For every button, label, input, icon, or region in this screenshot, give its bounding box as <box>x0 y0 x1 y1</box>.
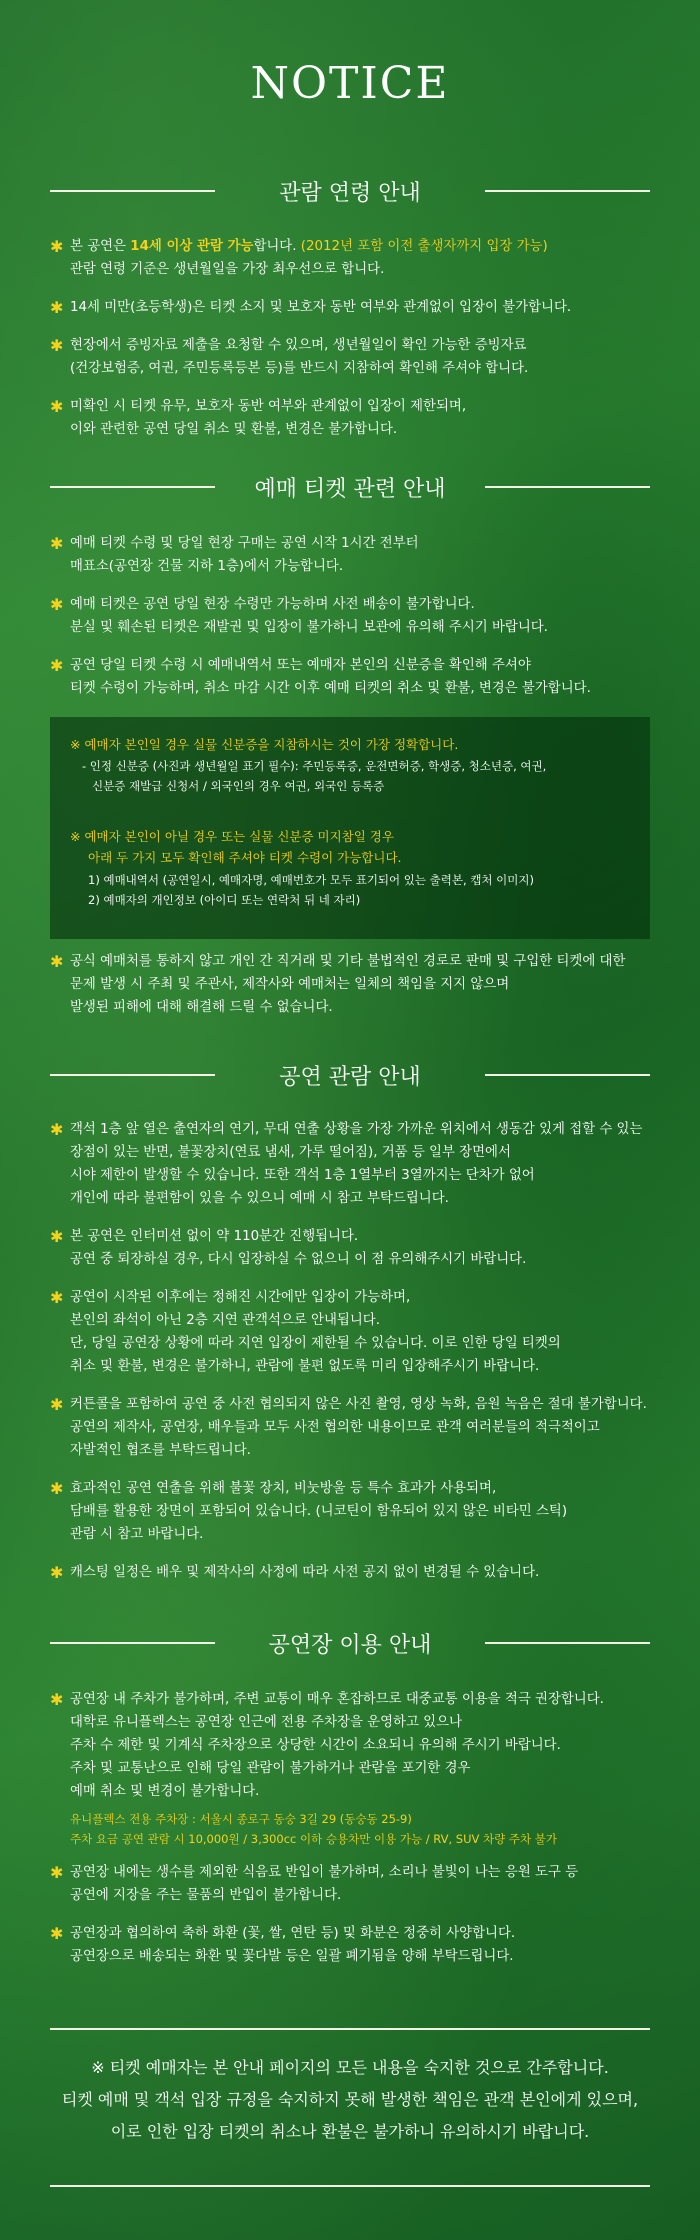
item-text: 매표소(공연장 건물 지하 1층)에서 가능합니다. <box>70 559 344 574</box>
box-text: - 인정 신분증 (사진과 생년월일 표기 필수): 주민등록증, 운전면허증, 학생증, 청소년증, 여권, <box>82 759 547 773</box>
box-heading: ※ 예매자 본인이 아닐 경우 또는 실물 신분증 미지참일 경우 <box>70 829 394 844</box>
section-heading-age <box>50 176 650 206</box>
item-text: 이와 관련한 공연 당일 취소 및 환불, 변경은 불가합니다. <box>70 422 398 437</box>
star-bullet-icon: ✱ <box>50 1395 64 1414</box>
list-item <box>50 235 670 281</box>
parking-fee: 주차 요금 공연 관람 시 10,000원 / 3,300cc 이하 승용차만 이용 가능 / RV, SUV 차량 주차 불가 <box>70 1832 557 1846</box>
item-text: 현장에서 증빙자료 제출을 요청할 수 있으며, 생년월일이 확인 가능한 증빙자료 <box>70 338 527 353</box>
item-text: 분실 및 훼손된 티켓은 재발권 및 입장이 불가하니 보관에 유의해 주시기 바랍니다. <box>70 620 548 635</box>
star-bullet-icon: ✱ <box>50 1227 64 1246</box>
section-title: 공연 관람 안내 <box>279 1065 421 1090</box>
item-text: 주차 및 교통난으로 인해 당일 관람이 불가하거나 관람을 포기한 경우 <box>70 1761 471 1776</box>
item-text: 객석 1층 앞 열은 출연자의 연기, 무대 연출 상황을 가장 가까운 위치에서 생동감 있게 접할 수 있는 <box>70 1122 643 1137</box>
item-text: 개인에 따라 불편함이 있을 수 있으니 예매 시 참고 부탁드립니다. <box>70 1191 449 1206</box>
section-viewing-list <box>50 1118 670 1599</box>
footer-divider-top <box>50 2028 650 2030</box>
section-heading-ticket <box>50 472 650 502</box>
box-text: 2) 예매자의 개인정보 (아이디 또는 연락처 뒤 네 자리) <box>88 893 361 907</box>
list-item <box>50 395 670 441</box>
box-heading: ※ 예매자 본인일 경우 실물 신분증을 지참하시는 것이 가장 정확합니다. <box>70 737 459 752</box>
section-title: 관람 연령 안내 <box>279 181 421 206</box>
item-text: 대학로 유니플렉스는 공연장 인근에 전용 주차장을 운영하고 있으나 <box>70 1715 462 1730</box>
item-text: 시야 제한이 발생할 수 있습니다. 또한 객석 1층 1열부터 3열까지는 단차가 없어 <box>70 1168 535 1183</box>
list-item <box>50 1477 670 1546</box>
footer-notice <box>0 2052 700 2148</box>
item-text: 본인의 좌석이 아닌 2층 지연 관객석으로 안내됩니다. <box>70 1313 380 1328</box>
item-text: 예매 취소 및 변경이 불가합니다. <box>70 1784 260 1799</box>
divider-line <box>485 1642 650 1644</box>
list-item <box>50 1688 670 1803</box>
list-item <box>50 296 670 319</box>
item-text: 공연이 시작된 이후에는 정해진 시간에만 입장이 가능하며, <box>70 1290 411 1305</box>
divider-line <box>485 190 650 192</box>
star-bullet-icon: ✱ <box>50 237 64 256</box>
id-info-box <box>50 717 650 939</box>
list-item <box>50 1225 670 1271</box>
item-text: 관람 연령 기준은 생년월일을 가장 최우선으로 합니다. <box>70 262 385 277</box>
divider-line <box>485 486 650 488</box>
item-text: 단, 당일 공연장 상황에 따라 지연 입장이 제한될 수 있습니다. 이로 인한 당일 티켓의 <box>70 1336 561 1351</box>
item-text: 티켓 수령이 가능하며, 취소 마감 시간 이후 예매 티켓의 취소 및 환불, 변경은 불가합니다. <box>70 681 591 696</box>
star-bullet-icon: ✱ <box>50 298 64 317</box>
parking-address: 유니플렉스 전용 주차장 : 서울시 종로구 동숭 3길 29 (동숭동 25-9) <box>70 1812 412 1826</box>
item-text: (건강보험증, 여권, 주민등록등본 등)를 반드시 지참하여 확인해 주셔야 합니다. <box>70 361 529 376</box>
list-item <box>50 1561 670 1584</box>
footer-divider-bottom <box>50 2185 650 2187</box>
item-text: 본 공연은 <box>70 239 131 254</box>
star-bullet-icon: ✱ <box>50 336 64 355</box>
star-bullet-icon: ✱ <box>50 1479 64 1498</box>
list-item <box>50 1118 670 1210</box>
item-text: 커튼콜을 포함하여 공연 중 사전 협의되지 않은 사진 촬영, 영상 녹화, 음원 녹음은 절대 불가합니다. <box>70 1397 647 1412</box>
item-text: 공연에 지장을 주는 물품의 반입이 불가합니다. <box>70 1888 342 1903</box>
footer-line: ※ 티켓 예매자는 본 안내 페이지의 모든 내용을 숙지한 것으로 간주합니다. <box>91 2058 609 2077</box>
highlight-text: 14세 이상 관람 가능 <box>130 239 254 254</box>
star-bullet-icon: ✱ <box>50 656 64 675</box>
section-venue-list <box>50 1688 670 1983</box>
list-item <box>50 532 670 578</box>
item-text: 공연장 내에는 생수를 제외한 식음료 반입이 불가하며, 소리나 불빛이 나는 응원 도구 등 <box>70 1865 579 1880</box>
item-text: 장점이 있는 반면, 불꽃장치(연료 냄새, 가루 떨어짐), 거품 등 일부 장면에서 <box>70 1145 511 1160</box>
item-text: 미확인 시 티켓 유무, 보호자 동반 여부와 관계없이 입장이 제한되며, <box>70 399 467 414</box>
box-text: 1) 예매내역서 (공연일시, 예매자명, 예매번호가 모두 표기되어 있는 출력본, 캡처 이미지) <box>88 873 535 887</box>
star-bullet-icon: ✱ <box>50 1924 64 1943</box>
star-bullet-icon: ✱ <box>50 952 64 971</box>
section-age-list <box>50 235 670 456</box>
star-bullet-icon: ✱ <box>50 1563 64 1582</box>
section-title: 예매 티켓 관련 안내 <box>254 477 446 502</box>
box-heading: 아래 두 가지 모두 확인해 주셔야 티켓 수령이 가능합니다. <box>88 850 402 865</box>
item-text: 공연 당일 티켓 수령 시 예매내역서 또는 예매자 본인의 신분증을 확인해 주셔야 <box>70 658 531 673</box>
list-item <box>50 334 670 380</box>
item-text: 자발적인 협조를 부탁드립니다. <box>70 1443 251 1458</box>
item-text: 공연 중 퇴장하실 경우, 다시 입장하실 수 없으니 이 점 유의해주시기 바랍니다. <box>70 1252 527 1267</box>
list-item <box>50 654 670 700</box>
item-text: 취소 및 환불, 변경은 불가하니, 관람에 불편 없도록 미리 입장해주시기 바랍니다. <box>70 1359 540 1374</box>
item-text: 주차 수 제한 및 기계식 주차장으로 상당한 시간이 소요되니 유의해 주시기 바랍니다. <box>70 1738 561 1753</box>
item-text: 공연장으로 배송되는 화환 및 꽃다발 등은 일괄 폐기됨을 양해 부탁드립니다. <box>70 1949 514 1964</box>
section-ticket-list <box>50 532 670 715</box>
star-bullet-icon: ✱ <box>50 534 64 553</box>
page-title: NOTICE <box>250 58 450 109</box>
item-text: 공연장과 협의하여 축하 화환 (꽃, 쌀, 연탄 등) 및 화분은 정중히 사양합니다. <box>70 1926 516 1941</box>
list-item <box>50 1922 670 1968</box>
footer-line: 티켓 예매 및 객석 입장 규정을 숙지하지 못해 발생한 책임은 관객 본인에게 있으며, <box>61 2090 639 2109</box>
item-text: 14세 미만(초등학생)은 티켓 소지 및 보호자 동반 여부와 관계없이 입장이 불가합니다. <box>70 300 572 315</box>
item-text: 합니다. <box>253 239 301 254</box>
list-item <box>50 1286 670 1378</box>
item-text: 공연의 제작사, 공연장, 배우들과 모두 사전 협의한 내용이므로 관객 여러분들의 적극적이고 <box>70 1420 600 1435</box>
item-text: 효과적인 공연 연출을 위해 불꽃 장치, 비눗방울 등 특수 효과가 사용되며, <box>70 1481 497 1496</box>
list-item <box>50 950 670 1019</box>
item-text: 캐스팅 일정은 배우 및 제작사의 사정에 따라 사전 공지 없이 변경될 수 있습니다. <box>70 1565 540 1580</box>
item-text: 발생된 피해에 대해 해결해 드릴 수 없습니다. <box>70 1000 333 1015</box>
star-bullet-icon: ✱ <box>50 1288 64 1307</box>
item-text: 문제 발생 시 주최 및 주관사, 제작사와 예매처는 일체의 책임을 지지 않으며 <box>70 977 510 992</box>
item-text: 담배를 활용한 장면이 포함되어 있습니다. (니코틴이 함유되어 있지 않은 비타민 스틱) <box>70 1504 568 1519</box>
star-bullet-icon: ✱ <box>50 595 64 614</box>
highlight-text: (2012년 포함 이전 출생자까지 입장 가능) <box>300 239 548 254</box>
star-bullet-icon: ✱ <box>50 1863 64 1882</box>
star-bullet-icon: ✱ <box>50 1690 64 1709</box>
item-text: 관람 시 참고 바랍니다. <box>70 1527 204 1542</box>
item-text: 예매 티켓 수령 및 당일 현장 구매는 공연 시작 1시간 전부터 <box>70 536 419 551</box>
star-bullet-icon: ✱ <box>50 397 64 416</box>
section-title: 공연장 이용 안내 <box>268 1633 432 1658</box>
section-heading-viewing <box>50 1060 650 1090</box>
list-item <box>50 1393 670 1462</box>
divider-line <box>485 1074 650 1076</box>
box-text: 신분증 재발급 신청서 / 외국인의 경우 여권, 외국인 등록증 <box>92 779 385 793</box>
star-bullet-icon: ✱ <box>50 1120 64 1139</box>
section-heading-venue <box>50 1628 650 1658</box>
list-item <box>50 1861 670 1907</box>
list-item <box>50 593 670 639</box>
section-ticket-list-2 <box>50 950 670 1034</box>
footer-line: 이로 인한 입장 티켓의 취소나 환불은 불가하니 유의하시기 바랍니다. <box>110 2122 590 2141</box>
parking-info <box>50 1809 670 1849</box>
item-text: 본 공연은 인터미션 없이 약 110분간 진행됩니다. <box>70 1229 359 1244</box>
item-text: 공연장 내 주차가 불가하며, 주변 교통이 매우 혼잡하므로 대중교통 이용을 적극 권장합니다. <box>70 1692 604 1707</box>
item-text: 예매 티켓은 공연 당일 현장 수령만 가능하며 사전 배송이 불가합니다. <box>70 597 475 612</box>
item-text: 공식 예매처를 통하지 않고 개인 간 직거래 및 기타 불법적인 경로로 판매 및 구입한 티켓에 대한 <box>70 954 626 969</box>
